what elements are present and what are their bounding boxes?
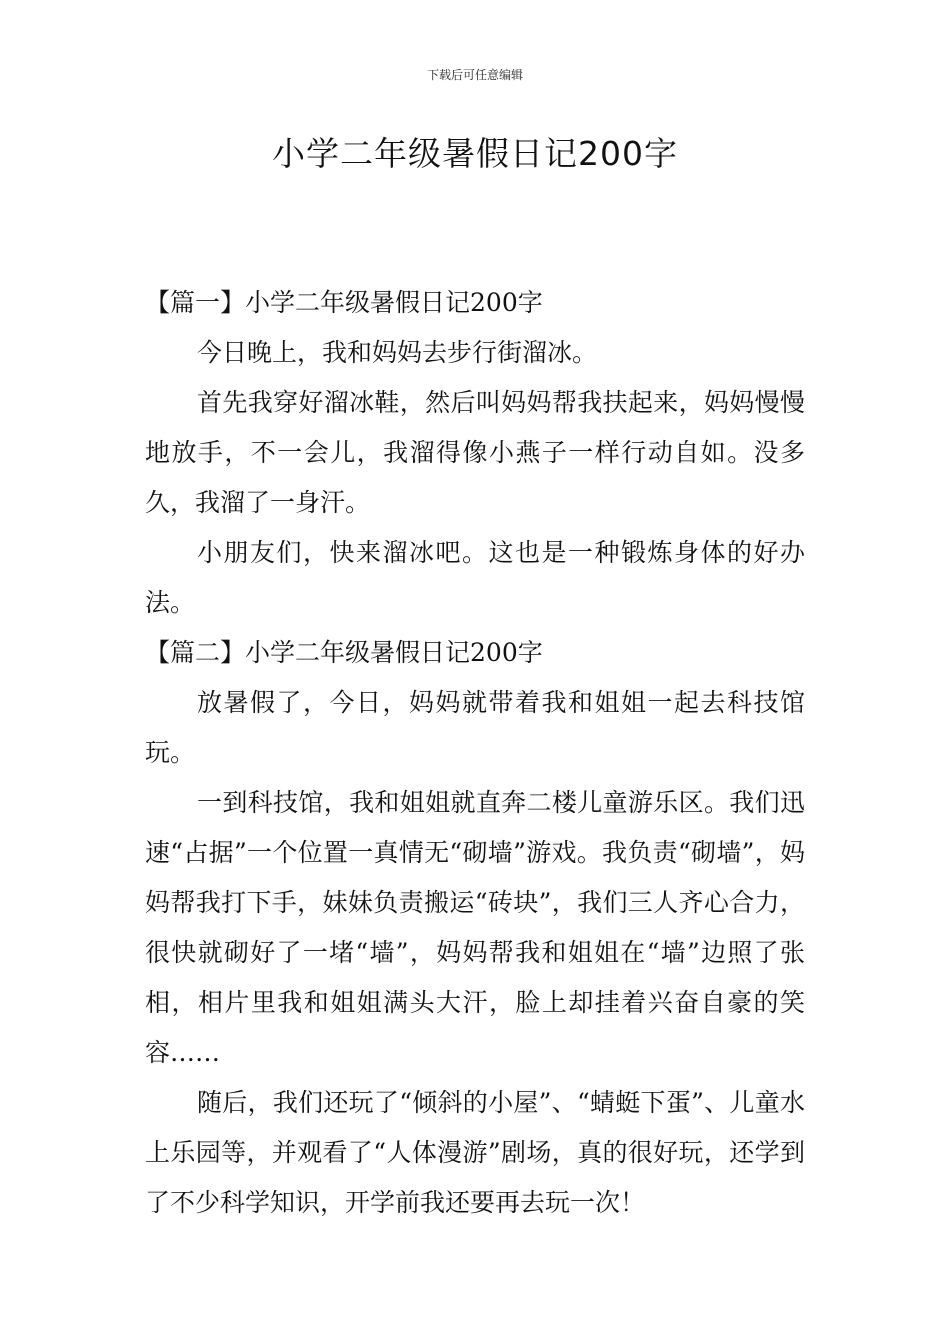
paragraph: 放暑假了，今日，妈妈就带着我和姐姐一起去科技馆玩。 <box>145 688 805 767</box>
header-note: 下载后可任意编辑 <box>426 68 523 82</box>
paragraph: 今日晚上，我和妈妈去步行街溜冰。 <box>197 338 598 367</box>
page-title: 小学二年级暑假日记200字 <box>272 134 678 173</box>
document-body <box>145 278 805 1228</box>
paragraph: 首先我穿好溜冰鞋，然后叫妈妈帮我扶起来，妈妈慢慢地放手，不一会儿，我溜得像小燕子一样行动自如。没多久，我溜了一身汗。 <box>145 388 805 517</box>
section-heading-1: 【篇一】小学二年级暑假日记200字 <box>145 288 543 317</box>
section-heading-2: 【篇二】小学二年级暑假日记200字 <box>145 638 543 667</box>
paragraph: 小朋友们，快来溜冰吧。这也是一种锻炼身体的好办法。 <box>145 538 805 617</box>
paragraph: 一到科技馆，我和姐姐就直奔二楼儿童游乐区。我们迅速“占据”一个位置一真情无“砌墙”游戏。我负责“砌墙”，妈妈帮我打下手，妹妹负责搬运“砖块”，我们三人齐心合力，很快就砌好了一堵“墙”，妈妈帮我和姐姐在“墙”边照了张相，相片里我和姐姐满头大汗，脸上却挂着兴奋自豪的笑容…… <box>145 788 805 1067</box>
paragraph: 随后，我们还玩了“倾斜的小屋”、“蜻蜓下蛋”、儿童水上乐园等，并观看了“人体漫游”剧场，真的很好玩，还学到了不少科学知识，开学前我还要再去玩一次！ <box>145 1088 805 1217</box>
